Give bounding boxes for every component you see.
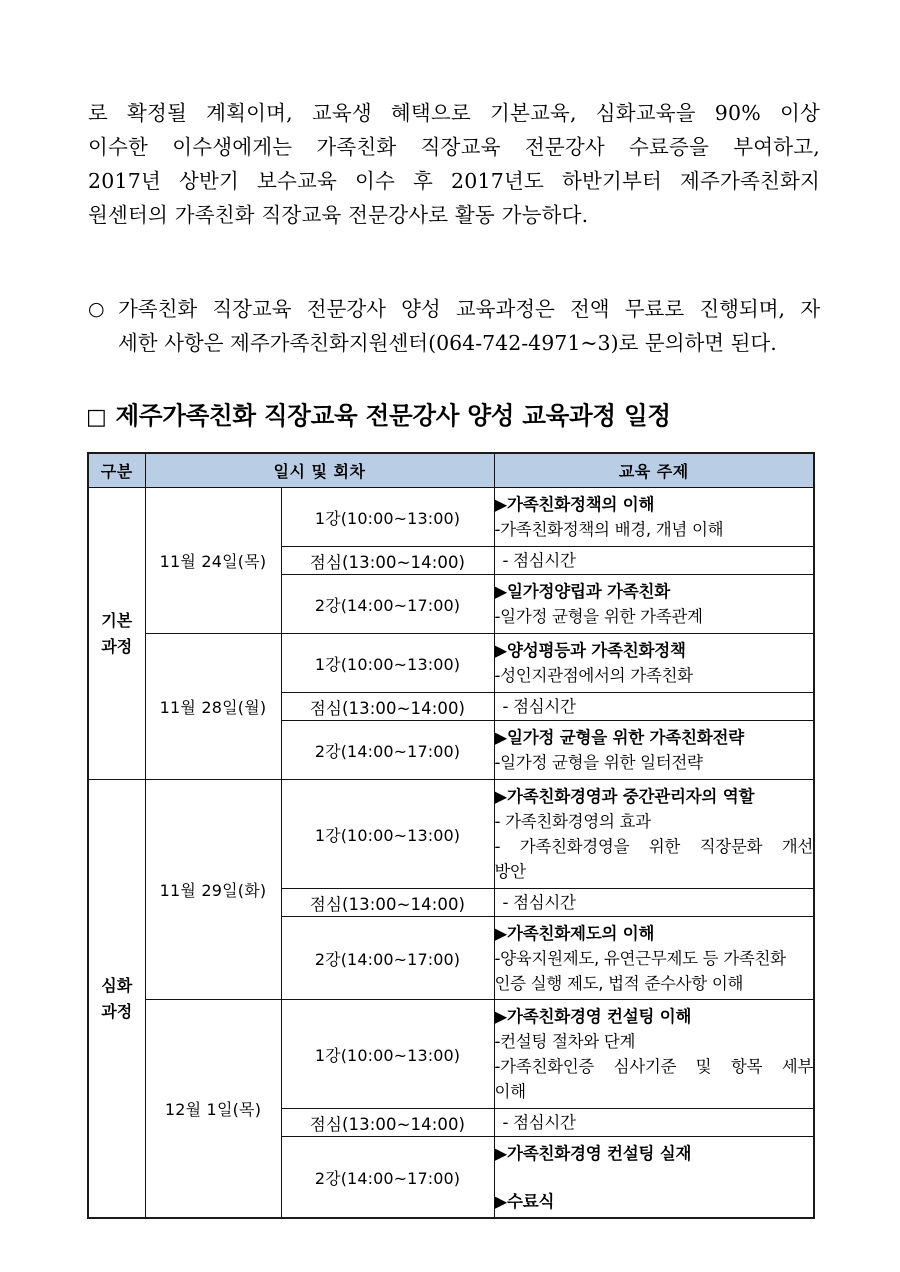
topic-heading: ▶가족친화정책의 이해 bbox=[494, 495, 655, 514]
topic-detail: -일가정 균형을 위한 가족관계 bbox=[494, 607, 703, 626]
schedule-table-container bbox=[87, 452, 813, 1219]
topic-detail: - 점심시간 bbox=[502, 1113, 576, 1132]
topic-heading: ▶가족친화경영과 중간관리자의 역할 bbox=[494, 787, 755, 806]
session-cell: 점심(13:00~14:00) bbox=[281, 547, 494, 575]
topic-detail: 인증 실행 제도, 법적 준수사항 이해 bbox=[494, 973, 744, 993]
topic-cell bbox=[494, 1109, 814, 1137]
paragraph-text bbox=[118, 292, 820, 360]
topic-heading: ▶일가정양립과 가족친화 bbox=[494, 582, 670, 601]
topic-heading: ▶일가정 균형을 위한 가족친화전략 bbox=[494, 728, 744, 747]
date-cell: 11월 24일(목) bbox=[145, 488, 281, 634]
topic-detail: - 점심시간 bbox=[502, 893, 576, 912]
session-cell: 2강(14:00~17:00) bbox=[281, 1137, 494, 1219]
topic-detail: -컨설팅 절차와 단계 bbox=[494, 1032, 636, 1051]
topic-heading: ▶가족친화경영 컨설팅 이해 bbox=[494, 1007, 692, 1026]
topic-cell bbox=[494, 634, 814, 693]
table-row bbox=[88, 780, 814, 889]
session-cell: 점심(13:00~14:00) bbox=[281, 693, 494, 721]
session-cell: 1강(10:00~13:00) bbox=[281, 780, 494, 889]
session-cell: 점심(13:00~14:00) bbox=[281, 889, 494, 917]
session-cell: 2강(14:00~17:00) bbox=[281, 721, 494, 780]
topic-cell bbox=[494, 575, 814, 634]
section-heading bbox=[86, 400, 671, 434]
square-bullet-icon: □ bbox=[86, 405, 107, 430]
date-cell: 11월 28일(월) bbox=[145, 634, 281, 780]
topic-detail: 방안 bbox=[494, 862, 526, 881]
topic-detail: -양육지원제도, 유연근무제도 등 가족친화 bbox=[494, 948, 786, 968]
topic-cell bbox=[494, 721, 814, 780]
division-cell-basic bbox=[88, 488, 145, 780]
header-division: 구분 bbox=[88, 453, 145, 488]
paragraph-line: 세한 사항은 제주가족친화지원센터(064-742-4971~3)로 문의하면 된다. bbox=[118, 331, 777, 355]
topic-cell bbox=[494, 780, 814, 889]
topic-detail: 이해 bbox=[494, 1082, 526, 1101]
topic-detail: -일가정 균형을 위한 일터전략 bbox=[494, 753, 703, 772]
topic-cell bbox=[494, 1000, 814, 1109]
paragraph-line: 2017년 상반기 보수교육 이수 후 2017년도 하반기부터 제주가족친화지 bbox=[88, 169, 820, 193]
topic-cell bbox=[494, 488, 814, 547]
topic-detail: - 점심시간 bbox=[502, 551, 576, 570]
session-cell: 1강(10:00~13:00) bbox=[281, 1000, 494, 1109]
topic-detail: -가족친화인증 심사기준 및 항목 세부 bbox=[494, 1057, 814, 1076]
session-cell: 2강(14:00~17:00) bbox=[281, 917, 494, 1000]
table-row bbox=[88, 1000, 814, 1109]
date-cell: 12월 1일(목) bbox=[145, 1000, 281, 1219]
topic-cell bbox=[494, 917, 814, 1000]
topic-detail: -성인지관점에서의 가족친화 bbox=[494, 666, 693, 685]
schedule-table bbox=[87, 452, 815, 1219]
paragraph-line: 이수한 이수생에게는 가족친화 직장교육 전문강사 수료증을 부여하고, bbox=[88, 135, 820, 159]
division-line: 심화 bbox=[101, 975, 133, 995]
session-cell: 1강(10:00~13:00) bbox=[281, 488, 494, 547]
header-datetime: 일시 및 회차 bbox=[145, 453, 494, 488]
topic-heading: ▶가족친화경영 컨설팅 실재 bbox=[494, 1143, 692, 1163]
topic-cell bbox=[494, 693, 814, 721]
division-line: 기본 bbox=[101, 610, 133, 630]
topic-detail: -가족친화정책의 배경, 개념 이해 bbox=[494, 520, 724, 539]
topic-spacer bbox=[495, 1166, 814, 1189]
session-cell: 점심(13:00~14:00) bbox=[281, 1109, 494, 1137]
topic-cell bbox=[494, 889, 814, 917]
session-cell: 1강(10:00~13:00) bbox=[281, 634, 494, 693]
paragraph-line: 가족친화 직장교육 전문강사 양성 교육과정은 전액 무료로 진행되며, 자 bbox=[118, 297, 820, 321]
topic-detail: - 가족친화경영을 위한 직장문화 개선 bbox=[494, 837, 814, 856]
table-header-row bbox=[88, 453, 814, 488]
topic-cell bbox=[494, 1137, 814, 1219]
session-cell: 2강(14:00~17:00) bbox=[281, 575, 494, 634]
header-topic: 교육 주제 bbox=[494, 453, 814, 488]
circle-bullet-icon: ○ bbox=[88, 298, 105, 320]
division-line: 과정 bbox=[101, 1001, 133, 1021]
paragraph-text bbox=[88, 96, 820, 232]
section-heading-text: 제주가족친화 직장교육 전문강사 양성 교육과정 일정 bbox=[115, 401, 671, 430]
date-cell: 11월 29일(화) bbox=[145, 780, 281, 1000]
paragraph-inquiry bbox=[88, 292, 820, 360]
topic-cell bbox=[494, 547, 814, 575]
topic-heading: ▶양성평등과 가족친화정책 bbox=[494, 641, 686, 660]
paragraph-line: 원센터의 가족친화 직장교육 전문강사로 활동 가능하다. bbox=[88, 203, 589, 227]
division-cell-advanced bbox=[88, 780, 145, 1219]
table-row bbox=[88, 488, 814, 547]
division-line: 과정 bbox=[101, 636, 133, 656]
topic-detail: - 가족친화경영의 효과 bbox=[494, 812, 651, 831]
table-row bbox=[88, 634, 814, 693]
paragraph-line: 로 확정될 계획이며, 교육생 혜택으로 기본교육, 심화교육을 90% 이상 bbox=[88, 101, 820, 125]
topic-detail: - 점심시간 bbox=[502, 697, 576, 716]
topic-heading-ceremony: ▶수료식 bbox=[494, 1191, 555, 1211]
topic-heading: ▶가족친화제도의 이해 bbox=[494, 923, 655, 943]
paragraph-benefits bbox=[88, 96, 820, 232]
